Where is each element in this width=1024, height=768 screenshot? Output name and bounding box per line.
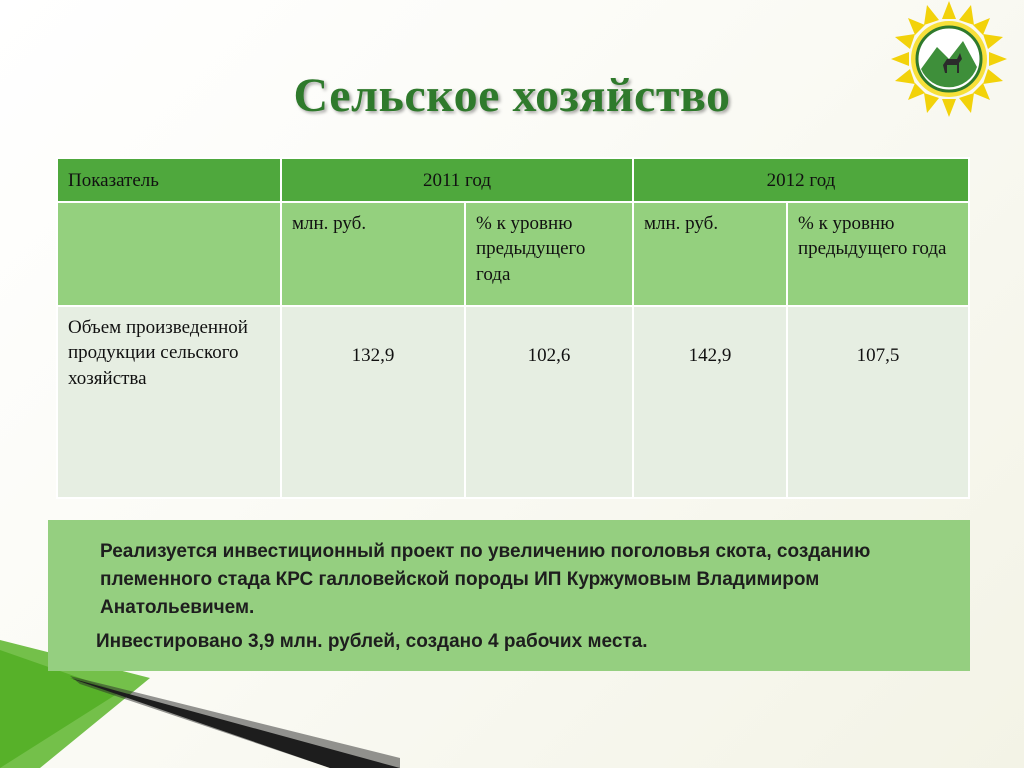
slide-title: Сельское хозяйство (293, 69, 731, 122)
investment-info-box (48, 520, 970, 671)
investment-amount-text: Инвестировано 3,9 млн. рублей, создано 4 рабочих места. (96, 631, 648, 652)
subheader-2012-pct: % к уровню предыдущего года (787, 202, 969, 306)
header-indicator: Показатель (57, 158, 281, 202)
value-2012-pct: 107,5 (787, 306, 969, 498)
subheader-empty (57, 202, 281, 306)
table-row (57, 306, 969, 498)
subheader-2012-mln: млн. руб. (633, 202, 787, 306)
agriculture-table (56, 157, 970, 499)
row-label: Объем произведенной продукции сельского хозяйства (57, 306, 281, 498)
header-year-2012: 2012 год (633, 158, 969, 202)
header-year-2011: 2011 год (281, 158, 633, 202)
value-2012-mln: 142,9 (633, 306, 787, 498)
subheader-2011-pct: % к уровню предыдущего года (465, 202, 633, 306)
table-header-row (57, 158, 969, 202)
investment-project-text: Реализуется инвестиционный проект по увеличению поголовья скота, созданию племенного стада КРС галловейской породы ИП Куржумовым Владимиром Анатольевичем. (100, 541, 871, 618)
table-subheader-row (57, 202, 969, 306)
subheader-2011-mln: млн. руб. (281, 202, 465, 306)
value-2011-mln: 132,9 (281, 306, 465, 498)
value-2011-pct: 102,6 (465, 306, 633, 498)
